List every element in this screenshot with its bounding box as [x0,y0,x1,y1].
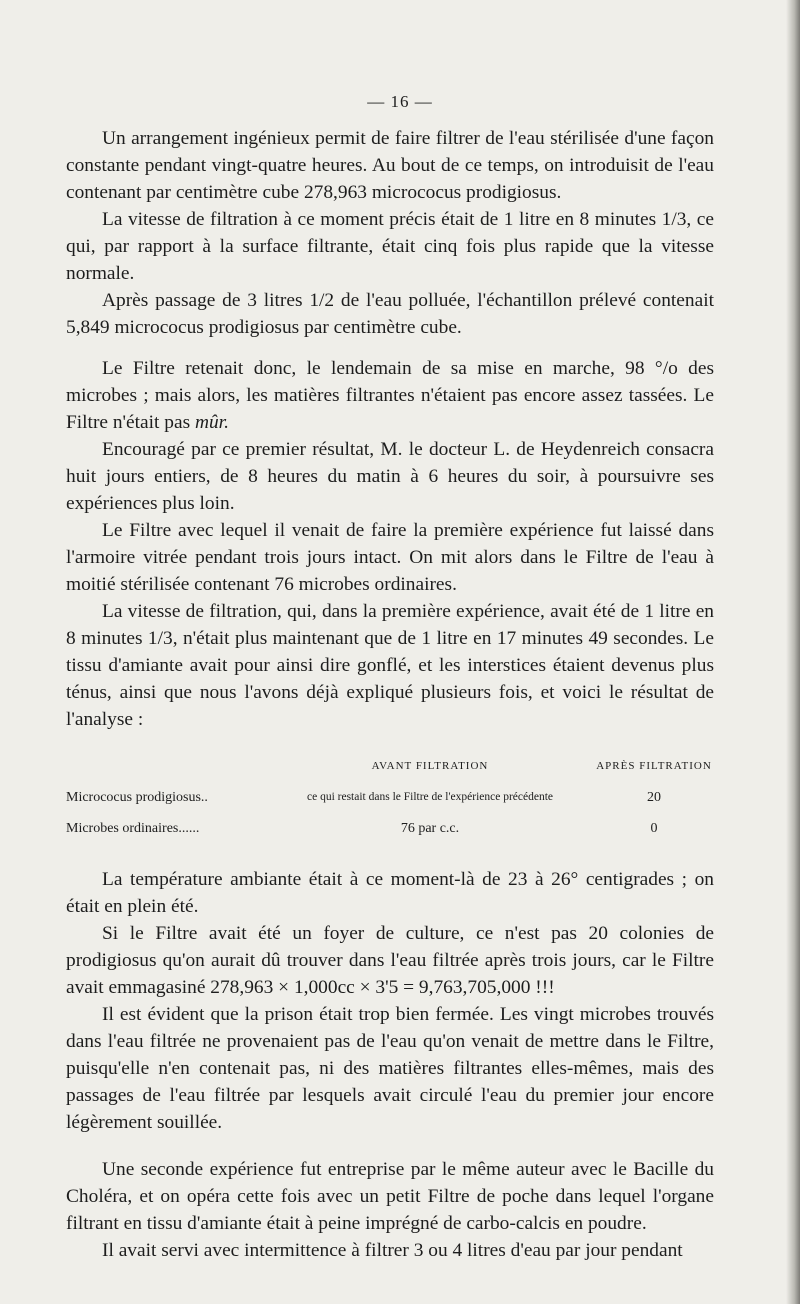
header-after: APRÈS FILTRATION [596,760,712,772]
paragraph: Un arrangement ingénieux permit de faire filtrer de l'eau stérilisée d'une façon constante pendant vingt-quatre heures. Au bout de ce temps, on introduisit de l'eau contenant par centimètre cube 278,963 micrococus prodigiosus. [66,128,714,203]
row-label: Microbes ordinaires...... [66,821,200,836]
emphasis-word: mûr. [194,412,229,433]
paragraph: Une seconde expérience fut entreprise par le même auteur avec le Bacille du Choléra, et on opéra cette fois avec un petit Filtre de poche dans lequel l'organe filtrant en tissu d'amiante était à peine imprégné de carbo-calcis en poudre. [66,1159,714,1234]
row-after: 20 [647,790,661,805]
paragraph: Encouragé par ce premier résultat, M. le docteur L. de Heydenreich consacra huit jours entiers, de 8 heures du matin à 6 heures du soir, à poursuivre ses expériences plus loin. [66,439,714,514]
paragraph: Le Filtre avec lequel il venait de faire la première expérience fut laissé dans l'armoire vitrée pendant trois jours intact. On mit alors dans le Filtre de l'eau à moitié stérilisée contenant 76 microbes ordinaires. [66,520,714,595]
paragraph: Si le Filtre avait été un foyer de culture, ce n'est pas 20 colonies de prodigiosus qu'on aurait dû trouver dans l'eau filtrée après trois jours, car le Filtre avait emmagasiné 278,963 × 1,000cc × 3'5 = 9,763,705,000 !!! [66,923,714,998]
table-row [66,813,714,844]
paragraph-text: Le Filtre retenait donc, le lendemain de sa mise en marche, 98 °/o des microbes ; mais alors, les matières filtrantes n'étaient pas encore assez tassées. Le Filtre n'était pas [66,358,714,433]
header-before: AVANT FILTRATION [371,760,489,772]
row-before: 76 par c.c. [400,821,460,836]
table-row [66,782,714,813]
analysis-table [66,751,714,844]
paragraph: Il avait servi avec intermittence à filtrer 3 ou 4 litres d'eau par jour pendant [102,1240,683,1261]
page-edge-shadow [786,0,800,1304]
paragraph: La vitesse de filtration, qui, dans la première expérience, avait été de 1 litre en 8 minutes 1/3, n'était plus maintenant que de 1 litre en 17 minutes 49 secondes. Le tissu d'amiante avait pour ainsi dire gonflé, et les interstices étaient devenus plus ténus, ainsi que nous l'avons déjà expliqué plusieurs fois, et voici le résultat de l'analyse : [66,601,714,730]
table-header [66,751,714,782]
row-after: 0 [650,821,658,836]
page-body [66,125,714,1264]
paragraph: La température ambiante était à ce moment-là de 23 à 26° centigrades ; on était en plein été. [66,869,714,917]
paragraph: La vitesse de filtration à ce moment précis était de 1 litre en 8 minutes 1/3, ce qui, par rapport à la surface filtrante, était cinq fois plus rapide que la vitesse normale. [66,209,714,284]
row-before: ce qui restait dans le Filtre de l'expérience précédente [306,791,553,803]
paragraph: Après passage de 3 litres 1/2 de l'eau polluée, l'échantillon prélevé contenait 5,849 micrococus prodigiosus par centimètre cube. [66,290,714,338]
paragraph [66,355,714,436]
paragraph: Il est évident que la prison était trop bien fermée. Les vingt microbes trouvés dans l'eau filtrée ne provenaient pas de l'eau qu'on venait de mettre dans le Filtre, puisqu'elle n'en contenait pas, ni des matières filtrantes elles-mêmes, mais des passages de l'eau filtrée par lesquels avait circulé l'eau du premier jour encore légèrement souillée. [66,1004,714,1133]
page-number: — 16 — [367,92,433,111]
row-label: Micrococus prodigiosus.. [66,790,208,805]
